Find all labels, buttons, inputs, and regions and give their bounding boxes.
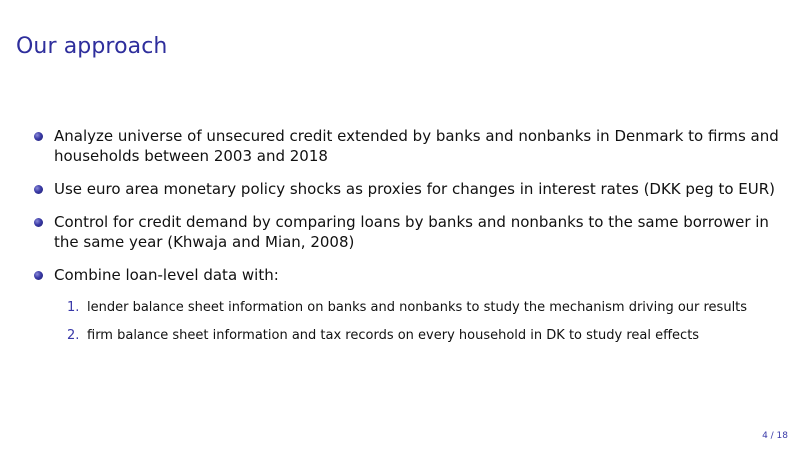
ball-bullet-icon — [34, 132, 43, 141]
bullet-text: Control for credit demand by comparing loans by banks and nonbanks to the same borrower in the same year (Khwaja and Mian, 2008) — [54, 213, 769, 251]
item-number: 2. — [67, 328, 80, 343]
bullet-item — [34, 179, 784, 199]
bullet-item — [34, 126, 784, 166]
bullet-item — [34, 265, 784, 345]
bullet-text: Analyze universe of unsecured credit extended by banks and nonbanks in Denmark to firms and households between 2003 and 2018 — [54, 127, 779, 165]
bullet-text: Use euro area monetary policy shocks as proxies for changes in interest rates (DKK peg to EUR) — [54, 180, 776, 198]
item-text: firm balance sheet information and tax records on every household in DK to study real effects — [87, 328, 700, 343]
numbered-item — [54, 327, 784, 345]
bullet-item — [34, 212, 784, 252]
item-text: lender balance sheet information on banks and nonbanks to study the mechanism driving our results — [87, 300, 748, 315]
slide-title: Our approach — [16, 34, 168, 59]
numbered-sublist — [54, 299, 784, 345]
bullet-text: Combine loan-level data with: — [54, 266, 279, 284]
page-number: 4 / 18 — [762, 431, 788, 441]
ball-bullet-icon — [34, 218, 43, 227]
ball-bullet-icon — [34, 185, 43, 194]
ball-bullet-icon — [34, 271, 43, 280]
numbered-item — [54, 299, 784, 317]
bullet-list — [34, 126, 784, 358]
item-number: 1. — [67, 300, 80, 315]
